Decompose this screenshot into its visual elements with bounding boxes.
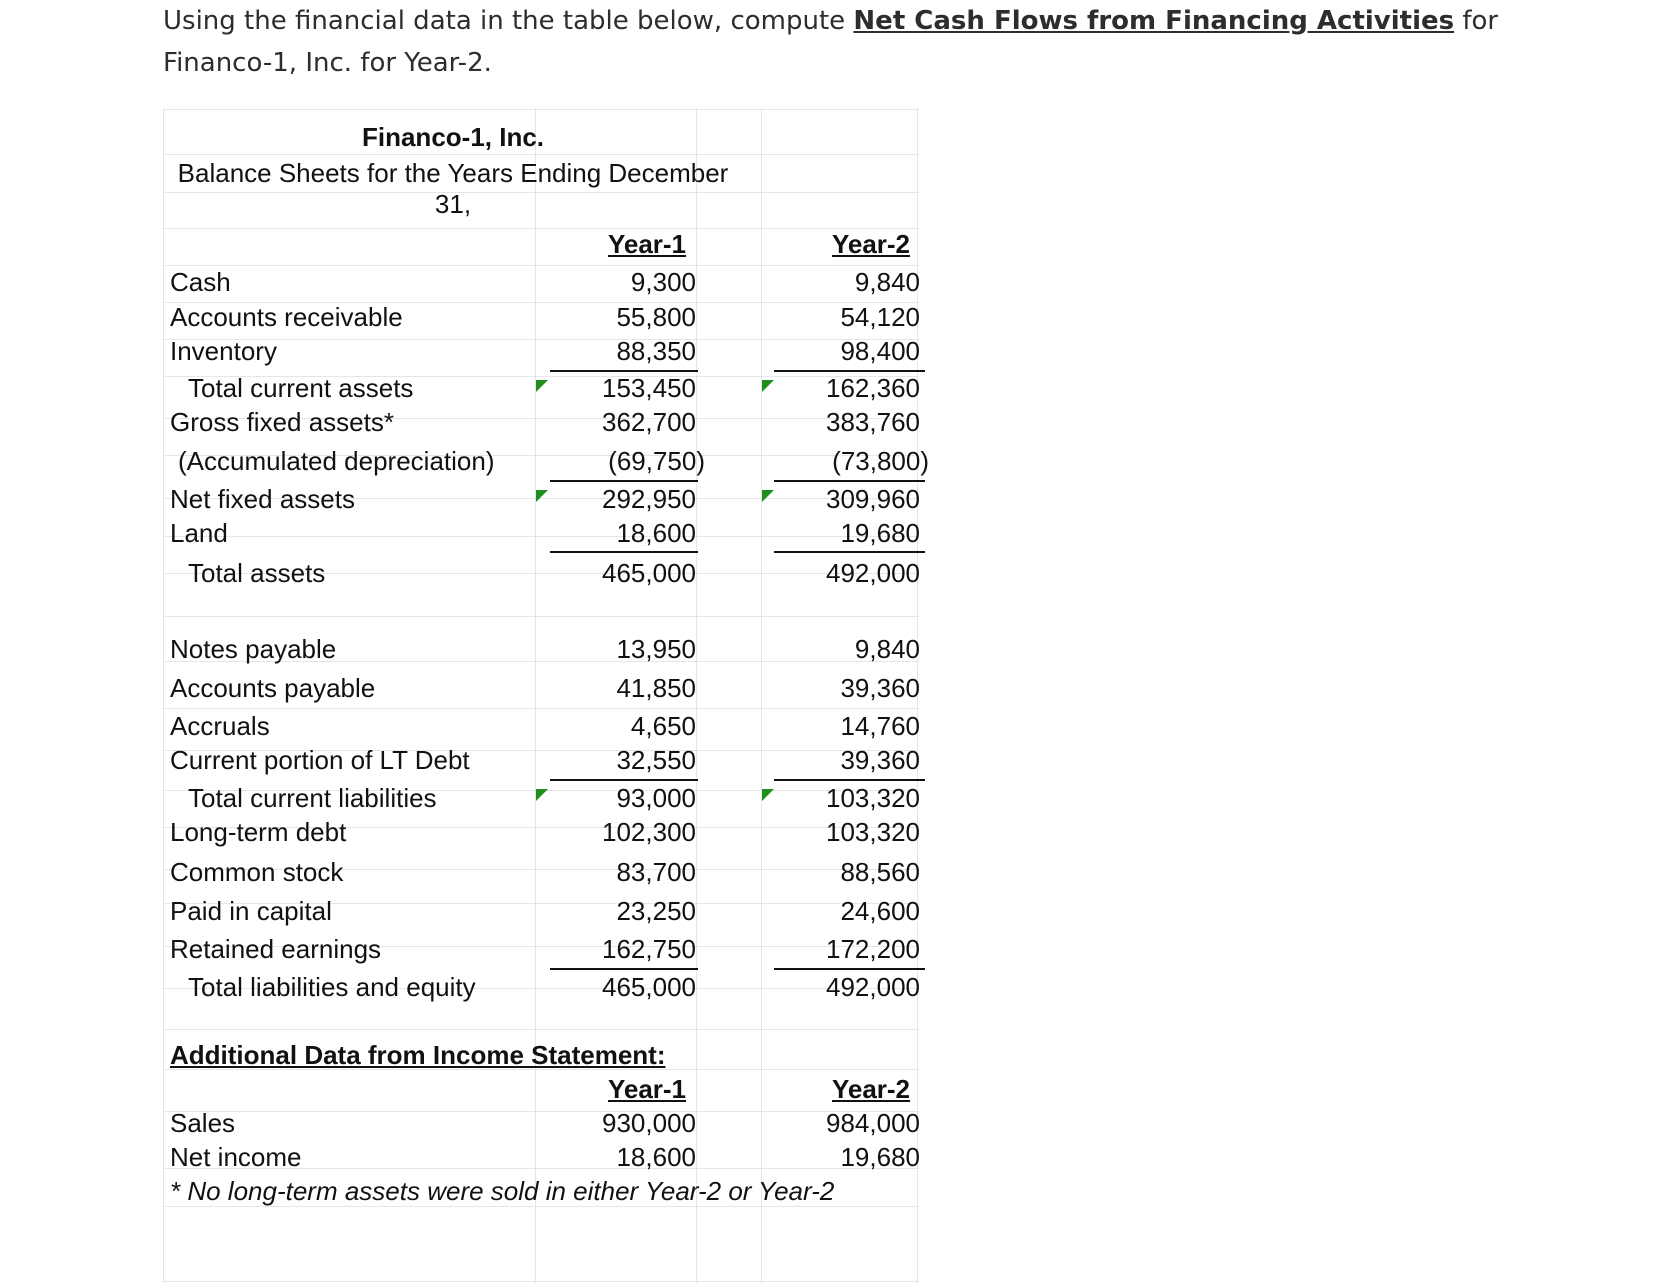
- row-label: (Accumulated depreciation): [178, 446, 495, 476]
- row-label: Total assets: [188, 558, 326, 588]
- year-1-value: 162,750: [602, 934, 696, 964]
- grid-line: [163, 154, 919, 155]
- year-2-value: 39,360: [840, 673, 920, 703]
- grid-line: [163, 708, 919, 709]
- row-label: Gross fixed assets*: [170, 407, 394, 437]
- row-label: Notes payable: [170, 634, 337, 664]
- row-label: Common stock: [170, 857, 344, 887]
- year-2-value: 24,600: [840, 896, 920, 926]
- income-year-2-header-label: Year-2: [831, 1074, 911, 1104]
- year-1-value: 4,650: [630, 711, 696, 741]
- formula-indicator-icon: [762, 789, 774, 801]
- row-label: Paid in capital: [170, 896, 332, 926]
- year-1-value: (69,750): [608, 446, 705, 476]
- year-1-value: 465,000: [602, 972, 696, 1002]
- question-prefix: Using the financial data in the table below, compute: [163, 6, 854, 36]
- grid-line: [163, 109, 919, 110]
- year-1-value: 93,000: [616, 783, 696, 813]
- year-1-value: 362,700: [602, 407, 696, 437]
- balance-sheet-table: [163, 108, 929, 1283]
- formula-indicator-icon: [536, 490, 548, 502]
- year-1-header-label: Year-1: [607, 229, 687, 259]
- year-1-value: 83,700: [616, 857, 696, 887]
- year-1-value: 18,600: [616, 518, 696, 548]
- grid-line: [761, 108, 762, 1283]
- underline: [774, 370, 925, 372]
- year-1-value: 153,450: [602, 373, 696, 403]
- year-2-value: 492,000: [826, 558, 920, 588]
- year-2-value: 9,840: [854, 634, 920, 664]
- row-label: Long-term debt: [170, 817, 347, 847]
- column-header-year-2: [796, 229, 946, 260]
- row-label: Inventory: [170, 336, 277, 366]
- year-1-value: 55,800: [616, 302, 696, 332]
- income-row-label: Sales: [170, 1108, 236, 1138]
- year-1-value: 32,550: [616, 745, 696, 775]
- question-text: [163, 0, 1563, 84]
- income-year-1-header-label: Year-1: [607, 1074, 687, 1104]
- income-year-2-value: 984,000: [826, 1108, 920, 1138]
- year-2-value: 383,760: [826, 407, 920, 437]
- underline: [550, 779, 698, 781]
- row-label: Accruals: [170, 711, 270, 741]
- year-2-value: 9,840: [854, 267, 920, 297]
- year-2-value: 39,360: [840, 745, 920, 775]
- grid-line: [163, 108, 164, 1283]
- row-label: Total current assets: [188, 373, 414, 403]
- year-1-value: 13,950: [616, 634, 696, 664]
- question-suffix: for Financo-1, Inc. for Year-2.: [163, 6, 1499, 78]
- row-label: Land: [170, 518, 228, 548]
- row-label: Accounts receivable: [170, 302, 403, 332]
- year-1-value: 102,300: [602, 817, 696, 847]
- income-statement-title: Additional Data from Income Statement:: [170, 1040, 666, 1070]
- underline: [550, 551, 698, 553]
- income-year-2-value: 19,680: [840, 1142, 920, 1172]
- year-2-value: 172,200: [826, 934, 920, 964]
- company-name: Financo-1, Inc.: [361, 122, 545, 152]
- year-1-value: 41,850: [616, 673, 696, 703]
- underline: [550, 968, 698, 970]
- year-1-value: 292,950: [602, 484, 696, 514]
- row-label: Total current liabilities: [188, 783, 437, 813]
- formula-indicator-icon: [762, 490, 774, 502]
- grid-line: [535, 108, 536, 1283]
- year-2-value: (73,800): [832, 446, 929, 476]
- income-year-1-value: 930,000: [602, 1108, 696, 1138]
- underline: [774, 779, 925, 781]
- underline: [774, 551, 925, 553]
- income-column-header-year-2: [796, 1074, 946, 1105]
- year-2-value: 98,400: [840, 336, 920, 366]
- year-2-value: 14,760: [840, 711, 920, 741]
- year-2-value: 492,000: [826, 972, 920, 1002]
- formula-indicator-icon: [536, 380, 548, 392]
- column-header-year-1: [572, 229, 722, 260]
- year-1-value: 88,350: [616, 336, 696, 366]
- row-label: Current portion of LT Debt: [170, 745, 470, 775]
- sheet-subtitle: Balance Sheets for the Years Ending December 31,: [177, 158, 729, 219]
- year-2-value: 54,120: [840, 302, 920, 332]
- underline: [550, 370, 698, 372]
- row-label: Accounts payable: [170, 673, 376, 703]
- footnote: * No long-term assets were sold in either Year-2 or Year-2: [170, 1176, 835, 1206]
- row-label: Total liabilities and equity: [188, 972, 476, 1002]
- income-row-label: Net income: [170, 1142, 302, 1172]
- year-2-value: 88,560: [840, 857, 920, 887]
- grid-line: [163, 616, 919, 617]
- underline: [550, 480, 698, 482]
- year-2-value: 162,360: [826, 373, 920, 403]
- income-column-header-year-1: [572, 1074, 722, 1105]
- year-1-value: 9,300: [630, 267, 696, 297]
- income-year-1-value: 18,600: [616, 1142, 696, 1172]
- underline: [774, 480, 925, 482]
- grid-line: [163, 265, 919, 266]
- formula-indicator-icon: [536, 789, 548, 801]
- underline: [774, 968, 925, 970]
- row-label: Cash: [170, 267, 231, 297]
- row-label: Net fixed assets: [170, 484, 355, 514]
- grid-line: [163, 1029, 919, 1030]
- row-label: Retained earnings: [170, 934, 382, 964]
- grid-line: [696, 108, 697, 1283]
- year-2-value: 309,960: [826, 484, 920, 514]
- year-2-header-label: Year-2: [831, 229, 911, 259]
- year-1-value: 465,000: [602, 558, 696, 588]
- year-2-value: 103,320: [826, 817, 920, 847]
- grid-line: [163, 1281, 919, 1282]
- year-2-value: 103,320: [826, 783, 920, 813]
- formula-indicator-icon: [762, 380, 774, 392]
- year-1-value: 23,250: [616, 896, 696, 926]
- question-emphasis: Net Cash Flows from Financing Activities: [853, 6, 1455, 36]
- year-2-value: 19,680: [840, 518, 920, 548]
